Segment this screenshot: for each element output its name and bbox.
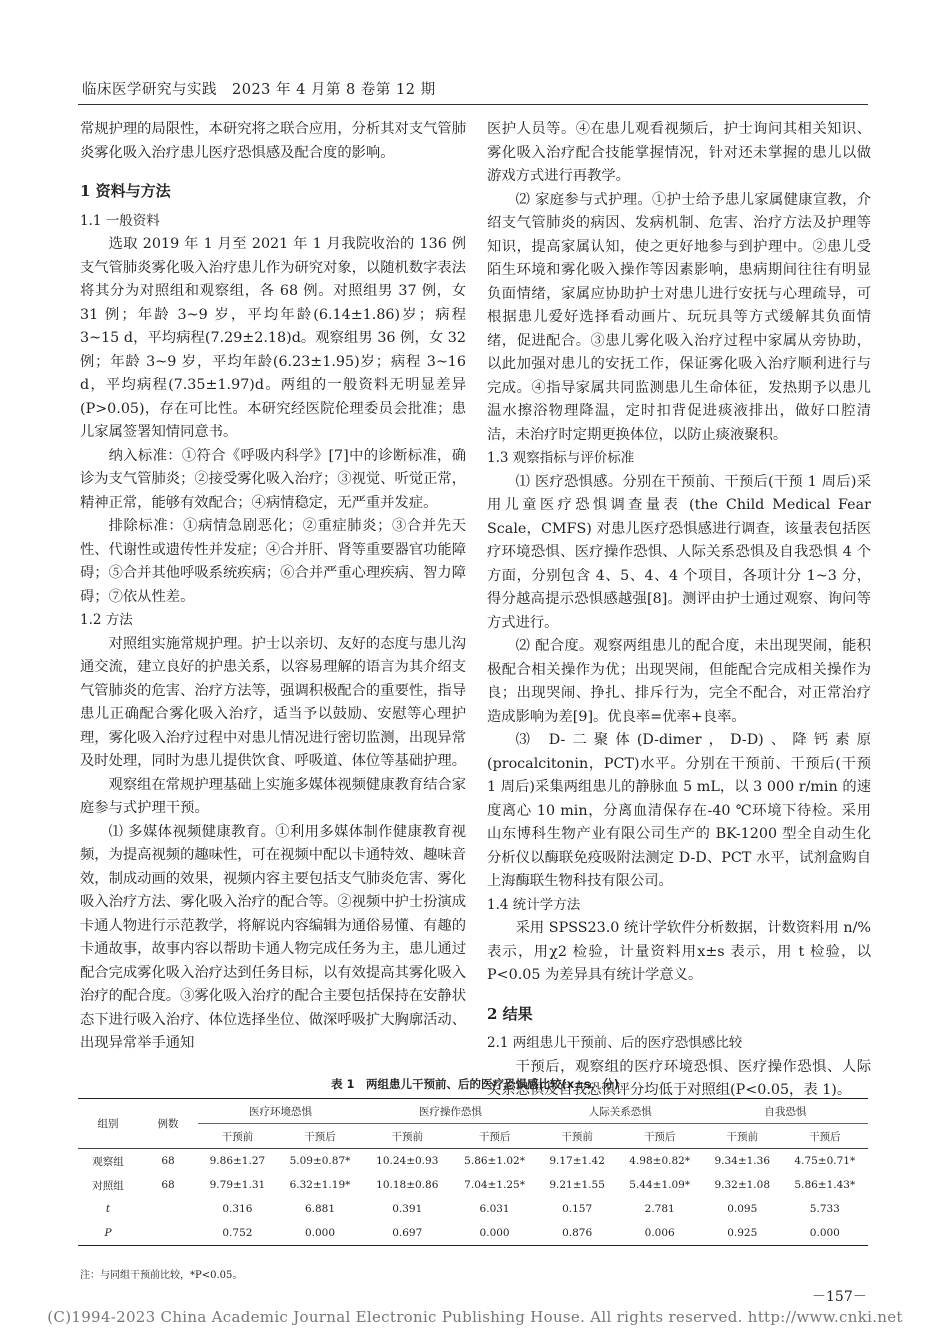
table-cell: 0.157 [562, 1203, 593, 1215]
table-cell: 5.733 [809, 1203, 840, 1215]
table-cell: 0.876 [538, 1221, 617, 1246]
paragraph: 常规护理的局限性，本研究将之联合应用，分析其对支气管肺炎雾化吸入治疗患儿医疗恐惧感及配合度的影响。 [80, 121, 467, 161]
paragraph: ⑶ D-二聚体(D-dimer，D-D)、降钙素原(procalcitonin，PCT)水平。分别在干预前、干预后(干预 1 周后)采集两组患儿的静脉血 5 mL，以 3 000 r/min 的速度离心 10 min，分离血清保存在-40 ℃环境下待检。采用山东博科生物产业有限公司生产的 BK-1200 型全自动生化分析仪以酶联免疫吸附法测定 D-D、PCT 水平，试剂盒购自上海酶联生物科技有限公司。 [487, 732, 871, 889]
table-cell: 0.000 [782, 1221, 868, 1246]
section-heading: 1 资料与方法 [80, 182, 171, 200]
table-cell: 0.006 [617, 1221, 703, 1246]
table-cell: 对照组 [92, 1179, 124, 1192]
col-header-self-fear: 自我恐惧 [703, 1099, 868, 1124]
table-cell [138, 1221, 198, 1246]
header-rule [78, 104, 868, 105]
table-cell: 6.32±1.19* [289, 1179, 351, 1191]
right-column [487, 118, 871, 1103]
table-cell: 0.316 [222, 1203, 253, 1215]
col-subheader-post: 干预后 [451, 1124, 537, 1149]
subsection-heading: 1.3 观察指标与评价标准 [487, 450, 635, 466]
table-cell: 5.09±0.87* [277, 1149, 363, 1174]
table-cell: 9.79±1.31 [209, 1179, 266, 1191]
subsection-heading: 2.1 两组患儿干预前、后的医疗恐惧感比较 [487, 1035, 743, 1051]
col-subheader-pre: 干预前 [538, 1124, 617, 1149]
subsection-heading: 1.4 统计学方法 [487, 896, 581, 913]
table-cell: 5.86±1.43* [794, 1179, 856, 1191]
left-column [80, 118, 466, 1056]
paragraph: 医护人员等。④在患儿观看视频后，护士询问其相关知识、雾化吸入治疗配合技能掌握情况，针对还未掌握的患儿以做游戏方式进行再教学。 [487, 121, 871, 184]
col-header-env-fear: 医疗环境恐惧 [198, 1099, 363, 1124]
col-subheader-post: 干预后 [277, 1124, 363, 1149]
table-note: 注：与同组干预前比较，*P<0.05。 [80, 1270, 243, 1281]
paragraph: 观察组在常规护理基础上实施多媒体视频健康教育结合家庭参与式护理干预。 [80, 776, 467, 816]
table-cell: 4.98±0.82* [617, 1149, 703, 1174]
table-cell: 0.095 [727, 1203, 758, 1215]
table-cell: 9.21±1.55 [549, 1179, 605, 1191]
paragraph: 纳入标准：①符合《呼吸内科学》[7]中的诊断标准，确诊为支气管肺炎；②接受雾化吸入治疗；③视觉、听觉正常，精神正常，能够有效配合；④病情稳定，无严重并发症。 [80, 447, 467, 511]
table-cell: 68 [138, 1149, 198, 1174]
table-cell: 2.781 [644, 1203, 675, 1215]
col-subheader-pre: 干预前 [363, 1124, 451, 1149]
table-cell: 4.75±0.71* [782, 1149, 868, 1174]
paragraph: ⑵ 家庭参与式护理。①护士给予患儿家属健康宣教，介绍支气管肺炎的病因、发病机制、危害、治疗方法及护理等知识，提高家属认知，使之更好地参与到护理中。②患儿受陌生环境和雾化吸入操作等因素影响，患病期间往往有明显负面情绪，家属应协助护士对患儿进行安抚与心理疏导，可根据患儿爱好选择看动画片、玩玩具等方式缓解其负面情绪，促进配合。③患儿雾化吸入治疗过程中家属从旁协助，以此加强对患儿的安抚工作，保证雾化吸入治疗顺利进行与完成。④指导家属共同监测患儿生命体征，发热期予以患儿温水擦浴物理降温，定时扣背促进痰液排出，做好口腔清洁，未治疗时定期更换体位，以防止痰液聚积。 [487, 191, 871, 443]
copyright-footer: (C)1994-2023 China Academic Journal Electronic Publishing House. All rights reserved. http://www.cnki.net [47, 1308, 903, 1326]
table-cell [138, 1197, 198, 1221]
table-caption: 表 1 两组患儿干预前、后的医疗恐惧感比较(x±s，分) [331, 1077, 619, 1091]
table-cell: 9.86±1.27 [198, 1149, 277, 1174]
col-subheader-pre: 干预前 [703, 1124, 782, 1149]
col-header-op-fear: 医疗操作恐惧 [363, 1099, 538, 1124]
table-cell: 10.18±0.86 [376, 1179, 439, 1191]
table-cell: 9.32±1.08 [714, 1179, 771, 1191]
subsection-heading: 1.2 方法 [80, 612, 133, 628]
paragraph: 选取 2019 年 1 月至 2021 年 1 月我院收治的 136 例支气管肺炎雾化吸入治疗患儿作为研究对象，以随机数字表法将其分为对照组和观察组，各 68 例。对照组男 37 例，女 31 例；年龄 3~9 岁，平均年龄(6.14±1.86)岁；病程 3~15 d，平均病程(7.29±2.18)d。观察组男 36 例，女 32 例；年龄 3~9 岁，平均年龄(6.23±1.95)岁；病程 3~16 d，平均病程(7.35±1.97)d。两组的一般资料无明显差异(P>0.05)，存在可比性。本研究经医院伦理委员会批准；患儿家属签署知情同意书。 [80, 236, 467, 440]
table-cell: 68 [161, 1179, 175, 1191]
col-header-rel-fear: 人际关系恐惧 [538, 1099, 703, 1124]
table-cell: 9.17±1.42 [538, 1149, 617, 1174]
table-cell: 0.697 [363, 1221, 451, 1246]
table-cell: 7.04±1.25* [464, 1179, 525, 1191]
table-cell: 0.000 [277, 1221, 363, 1246]
table-cell: t [105, 1203, 111, 1215]
paragraph: 干预后，观察组的医疗环境恐惧、医疗操作恐惧、人际关系恐惧及自我恐惧评分均低于对照组(P<0.05，表 1)。 [487, 1058, 871, 1098]
page-number: －157－ [812, 1289, 867, 1305]
paragraph: 采用 SPSS23.0 统计学软件分析数据，计数资料用 n/%表示，用χ2 检验，计量资料用x±s 表示，用 t 检验，以 P<0.05 为差异具有统计学意义。 [487, 920, 871, 983]
table-cell: 9.34±1.36 [703, 1149, 782, 1174]
table-cell: 观察组 [78, 1149, 138, 1174]
col-subheader-post: 干预后 [782, 1124, 868, 1149]
table-cell: 6.031 [479, 1203, 510, 1215]
col-header-cases: 例数 [138, 1099, 198, 1149]
table-row [78, 1173, 868, 1197]
results-table [78, 1098, 868, 1246]
table-cell: 0.752 [198, 1221, 277, 1246]
table-cell: 0.925 [703, 1221, 782, 1246]
table-cell: P [78, 1221, 138, 1246]
section-heading: 2 结果 [487, 1004, 533, 1023]
table-row [78, 1221, 868, 1246]
table-cell: 0.391 [392, 1203, 423, 1215]
paragraph: 排除标准：①病情急剧恶化；②重症肺炎；③合并先天性、代谢性或遗传性并发症；④合并肝、肾等重要器官功能障碍；⑤合并其他呼吸系统疾病；⑥合并严重心理疾病、智力障碍；⑦依从性差。 [80, 518, 467, 605]
table-cell: 0.000 [451, 1221, 537, 1246]
journal-header: 临床医学研究与实践 2023 年 4 月第 8 卷第 12 期 [82, 82, 436, 98]
paragraph: 对照组实施常规护理。护士以亲切、友好的态度与患儿沟通交流，建立良好的护患关系，以容易理解的语言为其介绍支气管肺炎的危害、治疗方法等，强调积极配合的重要性，指导患儿正确配合雾化吸入治疗，适当予以鼓励、安慰等心理护理，雾化吸入治疗过程中对患儿情况进行密切监测，出现异常及时处理，同时为患儿提供饮食、呼吸道、体位等基础护理。 [80, 635, 467, 769]
col-subheader-post: 干预后 [617, 1124, 703, 1149]
col-header-group: 组别 [78, 1099, 138, 1149]
table-cell: 10.24±0.93 [363, 1149, 451, 1174]
col-subheader-pre: 干预前 [198, 1124, 277, 1149]
paragraph: ⑵ 配合度。观察两组患儿的配合度，未出现哭闹，能积极配合相关操作为优；出现哭闹，但能配合完成相关操作为良；出现哭闹、挣扎、排斥行为，完全不配合，对正常治疗造成影响为差[9]。优良率=优率+良率。 [487, 638, 871, 725]
table-row [78, 1149, 868, 1174]
table-cell: 5.86±1.02* [451, 1149, 537, 1174]
table-row [78, 1197, 868, 1221]
paragraph: ⑴ 多媒体视频健康教育。①利用多媒体制作健康教育视频，为提高视频的趣味性，可在视频中配以卡通特效、趣味音效，制成动画的效果，视频内容主要包括支气肺炎危害、雾化吸入治疗方法、雾化吸入治疗的配合等。②视频中护士扮演成卡通人物进行示范教学，将解说内容编辑为通俗易懂、有趣的卡通故事，故事内容以帮助卡通人物完成任务为主，患儿通过配合完成雾化吸入治疗达到任务目标，以有效提高其雾化吸入治疗的配合度。③雾化吸入治疗的配合主要包括保持在安静状态下进行吸入治疗、体位选择坐位、做深呼吸扩大胸廓活动、出现异常举手通知 [80, 823, 467, 1051]
subsection-heading: 1.1 一般资料 [80, 212, 160, 229]
table-cell: 6.881 [304, 1203, 335, 1215]
paragraph: ⑴ 医疗恐惧感。分别在干预前、干预后(干预 1 周后)采用儿童医疗恐惧调查量表 (the Child Medical Fear Scale，CMFS) 对患儿医疗恐惧感进行调查，该量表包括医疗环境恐惧、医疗操作恐惧、人际关系恐惧及自我恐惧 4 个方面，分别包含 4、5、4、4 个项目，各项计分 1~3 分，得分越高提示恐惧感越强[8]。测评由护士通过观察、询问等方式进行。 [487, 473, 871, 631]
table-cell: 5.44±1.09* [629, 1179, 691, 1191]
